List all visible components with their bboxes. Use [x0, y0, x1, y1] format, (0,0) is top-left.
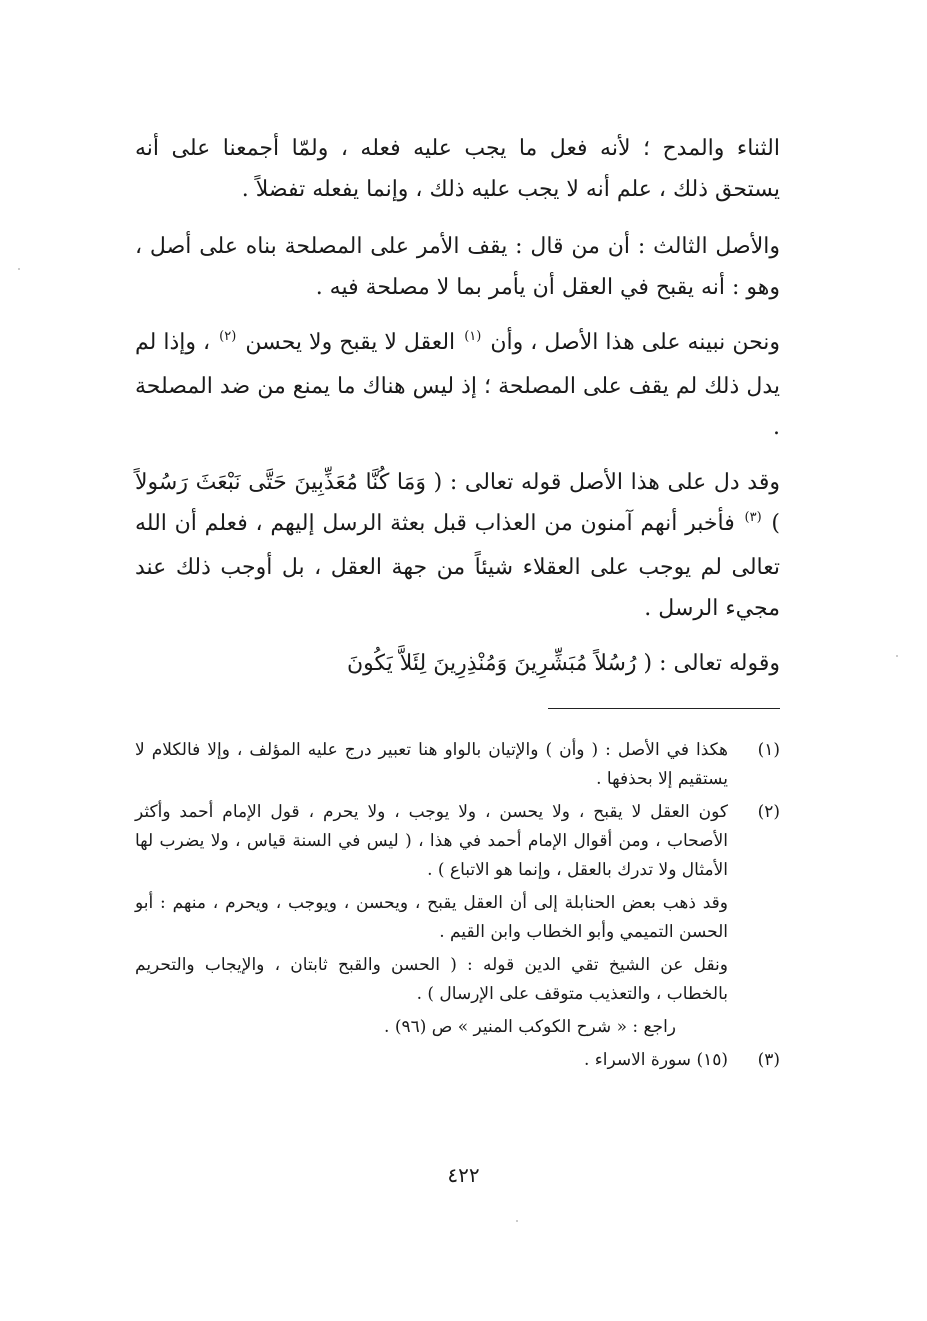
scan-speck — [896, 655, 898, 657]
footnote-1 — [135, 736, 780, 794]
footnote-2-number: (٢) — [757, 802, 780, 822]
footnote-ref-2: (٢) — [219, 329, 237, 344]
paragraph-3-text-b: العقل لا يقبح ولا يحسن — [245, 330, 456, 355]
paragraph-3-text-c: ، وإذا لم يدل ذلك لم يقف على المصلحة ؛ إذ ليس هناك ما يمنع من ضد المصلحة . — [135, 330, 780, 440]
footnote-3-text: (١٥) سورة الاسراء . — [583, 1050, 728, 1070]
paragraph-3-text-a: ونحن نبينه على هذا الأصل ، وأن — [490, 330, 781, 355]
footnote-3 — [135, 1046, 780, 1075]
footnotes — [135, 736, 780, 1079]
scan-speck — [516, 1220, 518, 1222]
footnote-2 — [135, 798, 780, 1042]
footnote-2-paragraph-3: ونقل عن الشيخ تقي الدين قوله : ( الحسن والقبح ثابتان ، والإيجاب والتحريم بالخطاب ، والتعذيب متوقف على الإرسال ) . — [135, 955, 728, 1004]
scan-speck — [18, 268, 20, 270]
paragraph-4-text-a: وقد دل على هذا الأصل قوله تعالى : ( وَمَا كُنَّا مُعَذِّبِينَ حَتَّى نَبْعَثَ رَسُولاً ) — [135, 470, 780, 536]
paragraph-3 — [135, 322, 780, 448]
footnote-2-paragraph-4: راجع : « شرح الكوكب المنير » ص (٩٦) . — [384, 1017, 676, 1037]
footnote-1-text: هكذا في الأصل : ( وأن ) والإتيان بالواو هنا تعبير درج عليه المؤلف ، وإلا فالكلام لا يستقيم إلا بحذفها . — [135, 740, 728, 789]
footnote-ref-1: (١) — [464, 329, 482, 344]
main-text — [135, 128, 780, 698]
paragraph-5: وقوله تعالى : ( رُسُلاً مُبَشِّرِينَ وَمُنْذِرِينَ لِئَلاَّ يَكُونَ — [346, 651, 780, 676]
paragraph-2: والأصل الثالث : أن من قال : يقف الأمر على المصلحة بناه على أصل ، وهو : أنه يقبح في العقل أن يأمر بما لا مصلحة فيه . — [135, 234, 780, 300]
page-number: ٤٢٢ — [447, 1163, 480, 1187]
footnote-ref-3: (٣) — [744, 510, 762, 525]
footnote-2-paragraph-2: وقد ذهب بعض الحنابلة إلى أن العقل يقبح ، ويحسن ، ويوجب ، ويحرم ، منهم : أبو الحسن التميمي وأبو الخطاب وابن القيم . — [135, 893, 728, 942]
paragraph-4-text-b: فأخبر أنهم آمنون من العذاب قبل بعثة الرسل إليهم ، فعلم أن الله تعالى لم يوجب على العقلاء شيئاً من جهة العقل ، بل أوجب ذلك عند مجيء الرسل . — [135, 511, 780, 621]
paragraph-4 — [135, 462, 780, 629]
footnote-3-number: (٣) — [757, 1050, 780, 1070]
footnote-separator — [548, 708, 780, 709]
footnote-2-paragraph-1: كون العقل لا يقبح ، ولا يحسن ، ولا يوجب ، ولا يحرم ، قول الإمام أحمد وأكثر الأصحاب ، ومن أقوال الإمام أحمد في هذا ، ( ليس في السنة قياس ، ولا يضرب لها الأمثال ولا تدرك بالعقل ، وإنما هو الاتباع ) . — [135, 802, 728, 880]
footnote-1-number: (١) — [757, 740, 780, 760]
paragraph-1: الثناء والمدح ؛ لأنه فعل ما يجب عليه فعله ، ولمّا أجمعنا على أنه يستحق ذلك ، علم أنه لا يجب عليه ذلك ، وإنما يفعله تفضلاً . — [135, 136, 780, 202]
